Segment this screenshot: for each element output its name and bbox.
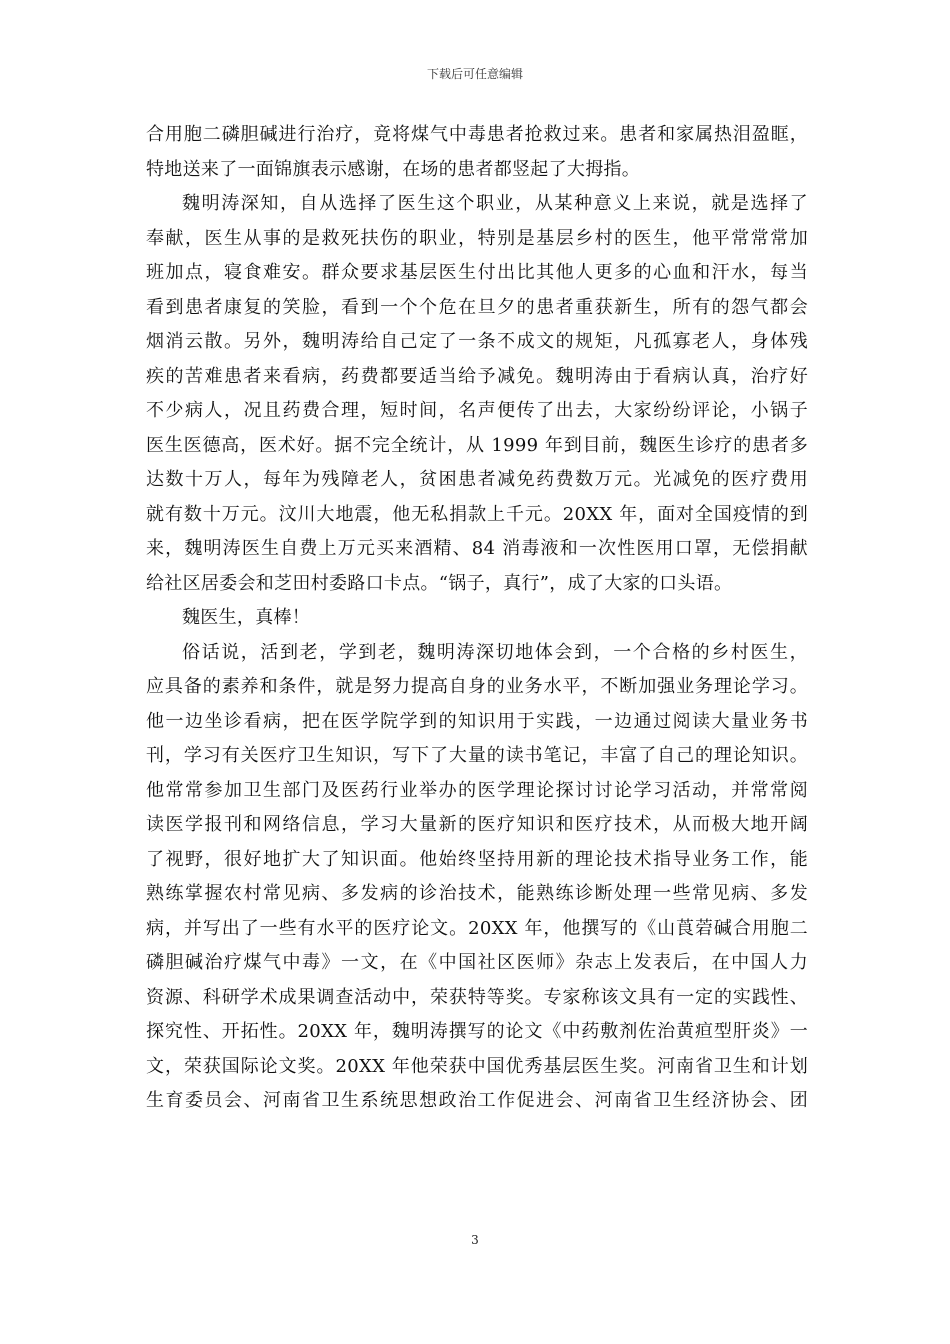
paragraph-2-line-3: 班加点，寝食难安。群众要求基层医生付出比其他人更多的心血和汗水，每当	[146, 262, 808, 283]
paragraph-2-line-7: 不少病人，况且药费合理，短时间，名声便传了出去，大家纷纷评论，小锅子	[146, 400, 808, 421]
paragraph-2-line-2: 奉献，医生从事的是救死扶伤的职业，特别是基层乡村的医生，他平常常常加	[146, 227, 808, 249]
paragraph-2-line-11: 来，魏明涛医生自费上万元买来酒精、84 消毒液和一次性医用口罩，无偿捐献	[146, 538, 808, 559]
paragraph-2-line-12: 给社区居委会和芝田村委路口卡点。“锅子，真行”，成了大家的口头语。	[146, 572, 733, 594]
paragraph-2-line-8: 医生医德高，医术好。据不完全统计，从 1999 年到目前，魏医生诊疗的患者多	[146, 434, 808, 456]
paragraph-4-line-12: 探究性、开拓性。20XX 年，魏明涛撰写的论文《中药敷剂佐治黄疸型肝炎》一	[146, 1021, 808, 1042]
paragraph-4-line-9: 病，并写出了一些有水平的医疗论文。20XX 年，他撰写的《山莨菪碱合用胞二	[146, 917, 808, 939]
paragraph-4-line-13: 文，荣获国际论文奖。20XX 年他荣获中国优秀基层医生奖。河南省卫生和计划	[146, 1055, 808, 1077]
paragraph-4-line-11: 资源、科研学术成果调查活动中，荣获特等奖。专家称该文具有一定的实践性、	[146, 986, 808, 1008]
paragraph-1-line-1: 合用胞二磷胆碱进行治疗，竟将煤气中毒患者抢救过来。患者和家属热泪盈眶，	[146, 124, 808, 145]
paragraph-2-line-1: 魏明涛深知，自从选择了医生这个职业，从某种意义上来说，就是选择了	[182, 193, 808, 214]
page-header: 下载后可任意编辑	[426, 67, 523, 81]
paragraph-4-line-3: 他一边坐诊看病，把在医学院学到的知识用于实践，一边通过阅读大量业务书	[146, 710, 808, 732]
paragraph-4-line-4: 刊，学习有关医疗卫生知识，写下了大量的读书笔记，丰富了自己的理论知识。	[146, 745, 808, 766]
paragraph-1-line-2: 特地送来了一面锦旗表示感谢，在场的患者都竖起了大拇指。	[146, 158, 641, 180]
paragraph-2-line-5: 烟消云散。另外，魏明涛给自己定了一条不成文的规矩，凡孤寡老人，身体残	[146, 331, 808, 352]
paragraph-2-line-6: 疾的苦难患者来看病，药费都要适当给予减免。魏明涛由于看病认真，治疗好	[146, 365, 808, 387]
paragraph-4-line-6: 读医学报刊和网络信息，学习大量新的医疗知识和医疗技术，从而极大地开阔	[146, 814, 808, 835]
paragraph-4-line-5: 他常常参加卫生部门及医药行业举办的医学理论探讨讨论学习活动，并常常阅	[146, 779, 808, 801]
paragraph-3-line-1: 魏医生，真棒！	[182, 607, 311, 628]
paragraph-4-line-2: 应具备的素养和条件，就是努力提高自身的业务水平，不断加强业务理论学习。	[146, 676, 808, 697]
paragraph-2-line-4: 看到患者康复的笑脸，看到一个个危在旦夕的患者重获新生，所有的怨气都会	[146, 296, 808, 318]
paragraph-2-line-10: 就有数十万元。汶川大地震，他无私捐款上千元。20XX 年，面对全国疫情的到	[146, 503, 808, 525]
paragraph-4-line-8: 熟练掌握农村常见病、多发病的诊治技术，能熟练诊断处理一些常见病、多发	[146, 883, 808, 904]
paragraph-4-line-7: 了视野，很好地扩大了知识面。他始终坚持用新的理论技术指导业务工作，能	[146, 848, 808, 870]
paragraph-2-line-9: 达数十万人，每年为残障老人，贫困患者减免药费数万元。光减免的医疗费用	[146, 469, 808, 490]
paragraph-4-line-10: 磷胆碱治疗煤气中毒》一文，在《中国社区医师》杂志上发表后，在中国人力	[146, 952, 808, 973]
page-number: 3	[471, 1233, 479, 1247]
document-body	[146, 118, 808, 1119]
paragraph-4-line-1: 俗话说，活到老，学到老，魏明涛深切地体会到，一个合格的乡村医生，	[182, 641, 808, 663]
paragraph-4-line-14: 生育委员会、河南省卫生系统思想政治工作促进会、河南省卫生经济协会、团	[146, 1090, 808, 1111]
